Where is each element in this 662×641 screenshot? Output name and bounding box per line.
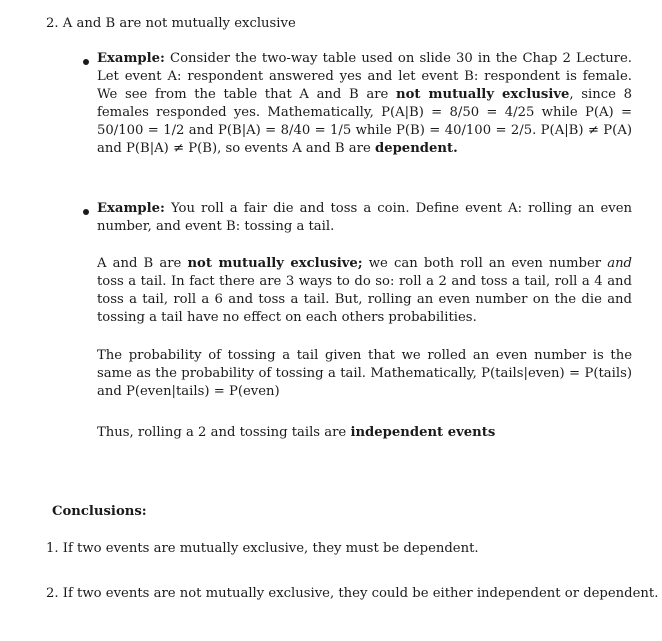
- example-2-label: Example:: [97, 201, 165, 216]
- example-2-paragraph-3: [97, 424, 632, 442]
- conclusion-item: 1. If two events are mutually exclusive, they must be dependent.: [46, 541, 479, 556]
- para1-text-c: toss a tail. In fact there are 3 ways to do so: roll a 2 and toss a tail, roll a 4 and toss a tail, roll a 6 and toss a tail. But, rolling an even number on the die and tossing a tail have no effect on each others probabilities.: [97, 274, 632, 325]
- example-1-bold-a: not mutually exclusive: [396, 87, 570, 102]
- example-1-text-b: , since 8 females responded yes. Mathematically, P(A|B) = 8/50 = 4/25 while P(A) = 50/100 = 1/2 and P(B|A) = 8/40 = 1/5 while P(B) = 40/100 = 2/5. P(A|B) ≠ P(A) and P(B|A) ≠ P(B), so events A and B are: [97, 87, 632, 156]
- example-1-bold-b: dependent.: [374, 141, 458, 156]
- para1-bold: not mutually exclusive;: [187, 256, 363, 271]
- example-2-paragraph-1: [97, 255, 632, 327]
- example-1: [97, 50, 632, 158]
- para2-text: The probability of tossing a tail given that we rolled an even number is the same as the probability of tossing a tail. Mathematically, P(tails|even) = P(tails) and P(even|tails) = P(even): [97, 348, 632, 399]
- example-2: [97, 200, 632, 236]
- example-1-paragraph: [97, 50, 632, 158]
- bullet-icon: [83, 209, 89, 215]
- example-2-intro-text: You roll a fair die and toss a coin. Define event A: rolling an even number, and event B: tossing a tail.: [97, 201, 632, 234]
- para3-text: Thus, rolling a 2 and tossing tails are: [97, 425, 347, 440]
- conclusions-title: Conclusions:: [52, 504, 147, 519]
- section-title: A and B are not mutually exclusive: [62, 16, 296, 31]
- example-2-paragraph-2: [97, 347, 632, 401]
- para1-italic: and: [607, 256, 633, 271]
- para1-text-b: we can both roll an even number: [368, 256, 602, 271]
- conclusion-item: 2. If two events are not mutually exclusive, they could be either independent or dependent.: [46, 586, 659, 601]
- example-1-text-a: Consider the two-way table used on slide 30 in the Chap 2 Lecture. Let event A: respondent answered yes and let event B: respondent is female. We see from the table that A and B are: [97, 51, 632, 102]
- section-number: 2.: [46, 16, 59, 31]
- para1-text-a: A and B are: [97, 256, 182, 271]
- bullet-icon: [83, 59, 89, 65]
- example-2-intro: [97, 200, 632, 236]
- example-1-label: Example:: [97, 51, 165, 66]
- para3-bold: independent events: [350, 425, 496, 440]
- section-heading: [46, 15, 296, 33]
